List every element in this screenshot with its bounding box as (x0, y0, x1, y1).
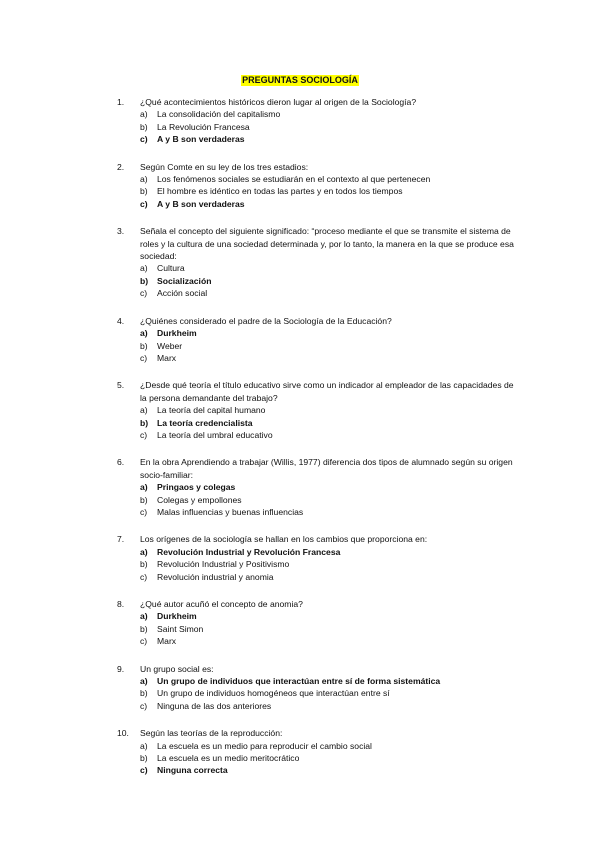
question-text: Un grupo social es: (140, 663, 214, 674)
option-text: La teoría credencialista (157, 417, 253, 428)
option-letter: c) (140, 700, 148, 711)
option-letter: c) (140, 429, 148, 440)
option-text: Los fenómenos sociales se estudiarán en el contexto al que pertenecen (157, 174, 431, 185)
option-text: Durkheim (157, 328, 197, 339)
answer-option (140, 506, 517, 518)
answer-option (140, 352, 517, 364)
option-letter: c) (140, 134, 148, 145)
answer-option (140, 610, 517, 622)
option-letter: a) (140, 546, 148, 557)
question-number: 9. (117, 663, 125, 674)
option-text: La teoría del capital humano (157, 405, 266, 416)
option-text: Saint Simon (157, 623, 204, 634)
option-letter: b) (140, 623, 148, 634)
question-number: 2. (117, 161, 125, 172)
option-letter: b) (140, 340, 148, 351)
question-6 (117, 456, 517, 518)
option-text: Revolución Industrial y Revolución Francesa (157, 546, 341, 557)
question-5 (117, 379, 517, 441)
option-text: Un grupo de individuos homogéneos que interactúan entre sí (157, 688, 390, 699)
option-letter: a) (140, 482, 148, 493)
option-letter: b) (140, 494, 148, 505)
option-text: A y B son verdaderas (157, 198, 245, 209)
answer-option (140, 687, 517, 699)
option-letter: b) (140, 275, 149, 286)
option-letter: a) (140, 174, 148, 185)
answer-option (140, 700, 517, 712)
question-10 (117, 727, 517, 777)
option-text: Marx (157, 352, 177, 363)
option-letter: b) (140, 417, 149, 428)
option-text: Un grupo de individuos que interactúan entre sí de forma sistemática (157, 676, 441, 687)
option-letter: b) (140, 121, 148, 132)
answer-option (140, 108, 517, 120)
answer-option (140, 198, 517, 210)
question-9 (117, 663, 517, 713)
option-letter: c) (140, 288, 148, 299)
option-text: La escuela es un medio meritocrático (157, 753, 300, 764)
question-text: Según las teorías de la reproducción: (140, 728, 283, 739)
option-letter: a) (140, 611, 148, 622)
answer-option (140, 429, 517, 441)
option-text: Ninguna correcta (157, 765, 228, 776)
option-text: Cultura (157, 263, 185, 274)
question-text: Según Comte en su ley de los tres estadios: (140, 161, 309, 172)
option-letter: a) (140, 328, 148, 339)
question-number: 4. (117, 315, 125, 326)
option-letter: a) (140, 740, 148, 751)
option-text: Ninguna de las dos anteriores (157, 700, 272, 711)
question-number: 5. (117, 380, 125, 391)
option-letter: c) (140, 765, 148, 776)
answer-option (140, 327, 517, 339)
option-letter: c) (140, 198, 148, 209)
answer-option (140, 558, 517, 570)
question-number: 8. (117, 599, 125, 609)
option-text: Marx (157, 636, 177, 647)
question-3 (117, 225, 517, 299)
question-text: ¿Qué acontecimientos históricos dieron lugar al origen de la Sociología? (140, 97, 417, 107)
question-number: 7. (117, 534, 125, 545)
question-number: 10. (117, 728, 129, 739)
question-text: ¿Desde qué teoría el título educativo sirve como un indicador al empleador de las capacidades de la persona demandante del trabajo? (140, 380, 514, 403)
question-number: 3. (117, 226, 125, 237)
answer-option (140, 262, 517, 274)
answer-option (140, 173, 517, 185)
answer-option (140, 185, 517, 197)
answer-option (140, 635, 517, 647)
answer-option (140, 133, 517, 145)
option-letter: a) (140, 109, 148, 120)
page-title: PREGUNTAS SOCIOLOGÍA (242, 75, 358, 85)
question-list (117, 96, 517, 792)
question-number: 1. (117, 97, 125, 107)
answer-option (140, 340, 517, 352)
title-container (0, 70, 600, 88)
question-8 (117, 598, 517, 648)
answer-option (140, 740, 517, 752)
option-text: Socialización (157, 275, 212, 286)
option-letter: b) (140, 559, 148, 570)
question-7 (117, 533, 517, 583)
option-text: La escuela es un medio para reproducir el cambio social (157, 740, 372, 751)
option-letter: a) (140, 263, 148, 274)
option-text: Pringaos y colegas (157, 482, 236, 493)
option-letter: c) (140, 571, 148, 582)
option-text: La teoría del umbral educativo (157, 429, 273, 440)
option-letter: b) (140, 753, 148, 764)
answer-option (140, 417, 517, 429)
question-2 (117, 161, 517, 211)
answer-option (140, 275, 517, 287)
question-4 (117, 315, 517, 365)
answer-option (140, 752, 517, 764)
question-text: ¿Quiénes considerado el padre de la Sociología de la Educación? (140, 315, 392, 326)
option-text: Acción social (157, 288, 208, 299)
question-number: 6. (117, 457, 125, 468)
option-text: El hombre es idéntico en todas las partes y en todos los tiempos (157, 186, 403, 197)
option-letter: c) (140, 506, 148, 517)
option-text: Colegas y empollones (157, 494, 242, 505)
answer-option (140, 404, 517, 416)
option-letter: a) (140, 676, 148, 687)
answer-option (140, 287, 517, 299)
answer-option (140, 623, 517, 635)
question-text: ¿Qué autor acuñó el concepto de anomia? (140, 599, 303, 609)
option-letter: c) (140, 636, 148, 647)
answer-option (140, 764, 517, 776)
option-text: La consolidación del capitalismo (157, 109, 281, 120)
option-text: Revolución Industrial y Positivismo (157, 559, 290, 570)
option-letter: b) (140, 688, 148, 699)
question-1 (117, 96, 517, 146)
question-text: Señala el concepto del siguiente significado: “proceso mediante el que se transmite el sistema de roles y la cultura de una sociedad determinada y, por lo tanto, la manera en la que se produce esa sociedad: (140, 226, 514, 262)
question-text: Los orígenes de la sociología se hallan en los cambios que proporciona en: (140, 534, 428, 545)
option-text: Revolución industrial y anomia (157, 571, 274, 582)
answer-option (140, 546, 517, 558)
answer-option (140, 121, 517, 133)
answer-option (140, 675, 517, 687)
option-text: Weber (157, 340, 183, 351)
option-letter: a) (140, 405, 148, 416)
option-text: A y B son verdaderas (157, 134, 245, 145)
option-text: Durkheim (157, 611, 197, 622)
option-text: Malas influencias y buenas influencias (157, 506, 304, 517)
answer-option (140, 571, 517, 583)
option-text: La Revolución Francesa (157, 121, 250, 132)
answer-option (140, 494, 517, 506)
option-letter: c) (140, 352, 148, 363)
answer-option (140, 481, 517, 493)
question-text: En la obra Aprendiendo a trabajar (Willis, 1977) diferencia dos tipos de alumnado según su origen socio-familiar: (140, 457, 513, 480)
option-letter: b) (140, 186, 148, 197)
